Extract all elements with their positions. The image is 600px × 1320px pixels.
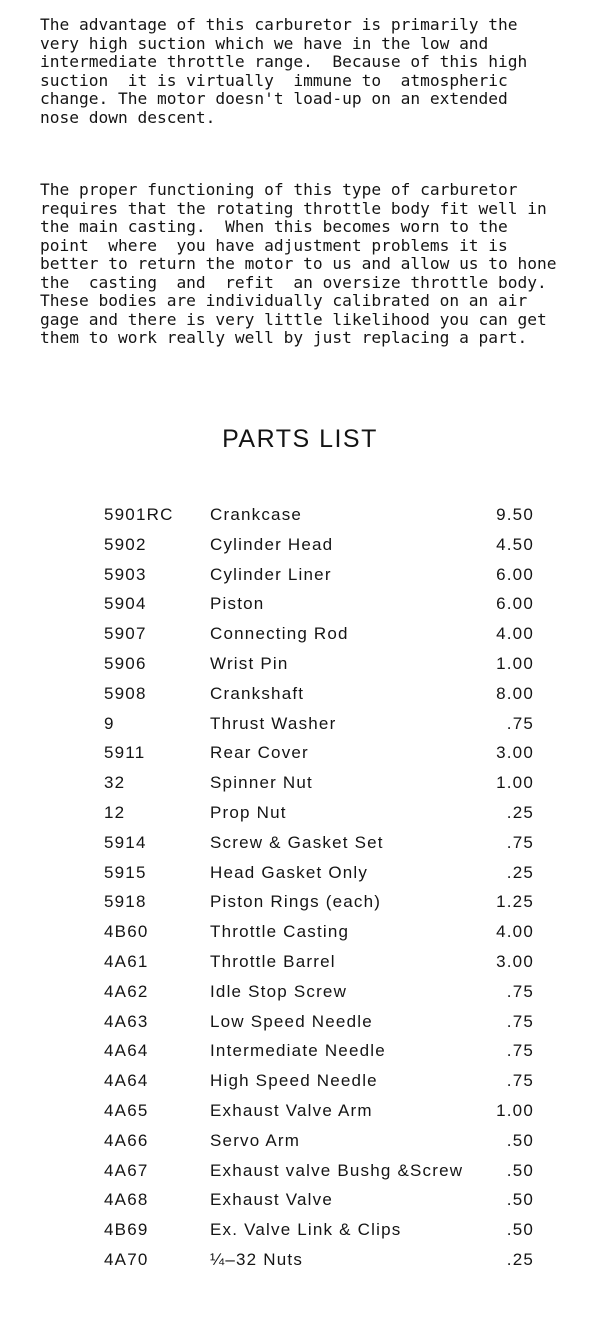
part-price: 1.25 [496,892,534,912]
part-number: 4A64 [104,1071,149,1091]
paragraph-line: nose down descent. [40,107,216,127]
paragraph-carburetor-advantage [40,16,560,127]
parts-row [0,1245,600,1275]
part-name: Exhaust Valve [210,1190,334,1210]
parts-row [0,589,600,619]
paragraph-line: The proper functioning of this type of carburetor [40,180,518,199]
part-name: Spinner Nut [210,773,313,793]
paragraph-line: very high suction which we have in the low and [40,33,489,53]
part-name: Exhaust Valve Arm [210,1100,373,1120]
part-price: .75 [506,1041,534,1061]
paragraph-line: The advantage of this carburetor is primarily the [40,15,518,34]
part-name: Exhaust valve Bushg &Screw [210,1160,464,1180]
part-price: 1.00 [496,773,534,793]
parts-row [0,887,600,917]
part-number: 4A67 [104,1160,149,1180]
part-price: 6.00 [496,564,534,584]
part-price: 3.00 [496,951,534,971]
part-name: Thrust Washer [210,713,337,733]
parts-row [0,738,600,768]
paragraph-line: the main casting. When this becomes worn to the [40,217,508,236]
part-number: 4A64 [104,1041,149,1061]
part-price: 4.00 [496,922,534,942]
part-name: Screw & Gasket Set [210,832,384,852]
paragraph-line: the casting and refit an oversize throttle body. [40,272,547,292]
paragraph-line: requires that the rotating throttle body fit well in [40,198,547,218]
paragraph-line: better to return the motor to us and allow us to hone [40,254,557,273]
parts-row [0,1096,600,1126]
parts-row [0,858,600,888]
part-price: .50 [506,1160,534,1180]
parts-row [0,709,600,739]
part-name: ¼–32 Nuts [210,1249,304,1269]
part-price: .75 [506,713,534,733]
part-name: Ex. Valve Link & Clips [210,1220,402,1240]
part-name: Piston Rings (each) [210,892,382,912]
part-number: 4A68 [104,1190,149,1210]
parts-row [0,500,600,530]
part-price: .50 [506,1190,534,1210]
part-name: Cylinder Head [210,534,334,554]
part-price: 4.50 [496,534,534,554]
parts-row [0,917,600,947]
parts-row [0,619,600,649]
part-price: 8.00 [496,683,534,703]
part-name: High Speed Needle [210,1071,378,1091]
part-price: .75 [506,981,534,1001]
part-number: 5918 [104,892,147,912]
part-price: 1.00 [496,653,534,673]
part-price: 9.50 [496,505,534,524]
parts-list-table [0,500,600,1275]
part-name: Throttle Casting [210,922,350,942]
part-name: Head Gasket Only [210,862,369,882]
part-price: 6.00 [496,594,534,614]
part-number: 4A63 [104,1011,149,1031]
part-number: 4B69 [104,1220,149,1240]
part-name: Cylinder Liner [210,564,332,584]
paragraph-carburetor-maintenance [40,181,560,348]
part-number: 4A66 [104,1130,149,1150]
part-name: Throttle Barrel [210,951,336,971]
part-number: 4A62 [104,981,149,1001]
parts-row [0,768,600,798]
parts-row [0,1007,600,1037]
parts-row [0,649,600,679]
part-number: 5911 [104,743,146,763]
part-price: .75 [506,832,534,852]
part-name: Piston [210,594,265,614]
parts-row [0,679,600,709]
part-number: 5903 [104,564,147,584]
part-number: 32 [104,773,126,793]
part-price: .50 [506,1220,534,1240]
part-name: Rear Cover [210,743,309,763]
paragraph-line: change. The motor doesn't load-up on an extended [40,89,508,108]
part-name: Intermediate Needle [210,1041,386,1061]
part-price: .25 [506,802,534,822]
part-number: 5906 [104,653,147,673]
part-price: 1.00 [496,1100,534,1120]
parts-list-heading: PARTS LIST [222,425,378,453]
parts-row [0,977,600,1007]
part-number: 9 [104,713,115,733]
parts-row [0,1185,600,1215]
part-name: Low Speed Needle [210,1011,373,1031]
parts-row [0,798,600,828]
part-number: 12 [104,802,126,822]
part-number: 5908 [104,683,147,703]
part-price: .25 [506,1249,534,1269]
part-number: 5902 [104,534,147,554]
part-name: Servo Arm [210,1130,301,1150]
part-number: 4A65 [104,1100,149,1120]
parts-row [0,1066,600,1096]
part-number: 4B60 [104,922,149,942]
parts-row [0,1156,600,1186]
part-number: 4A61 [104,951,149,971]
part-number: 5907 [104,624,147,644]
part-name: Idle Stop Screw [210,981,348,1001]
paragraph-line: These bodies are individually calibrated on an air [40,291,528,310]
part-number: 5901RC [104,505,174,524]
parts-row [0,1126,600,1156]
part-number: 4A70 [104,1249,149,1269]
part-name: Crankcase [210,505,303,524]
parts-row [0,828,600,858]
paragraph-line: gage and there is very little likelihood you can get [40,309,547,329]
part-number: 5915 [104,862,147,882]
part-name: Prop Nut [210,802,287,822]
part-price: .50 [506,1130,534,1150]
parts-row [0,947,600,977]
part-name: Connecting Rod [210,624,349,644]
parts-row [0,1215,600,1245]
part-number: 5904 [104,594,147,614]
part-name: Crankshaft [210,683,305,703]
part-price: .75 [506,1011,534,1031]
paragraph-line: intermediate throttle range. Because of this high [40,52,528,71]
paragraph-line: them to work really well by just replacing a part. [40,328,528,347]
part-name: Wrist Pin [210,653,289,673]
part-price: 4.00 [496,624,534,644]
part-price: .25 [506,862,534,882]
paragraph-line: suction it is virtually immune to atmospheric [40,70,508,90]
part-price: 3.00 [496,743,534,763]
part-price: .75 [506,1071,534,1091]
parts-row [0,1036,600,1066]
part-number: 5914 [104,832,147,852]
paragraph-line: point where you have adjustment problems it is [40,235,508,255]
parts-row [0,530,600,560]
parts-row [0,560,600,590]
